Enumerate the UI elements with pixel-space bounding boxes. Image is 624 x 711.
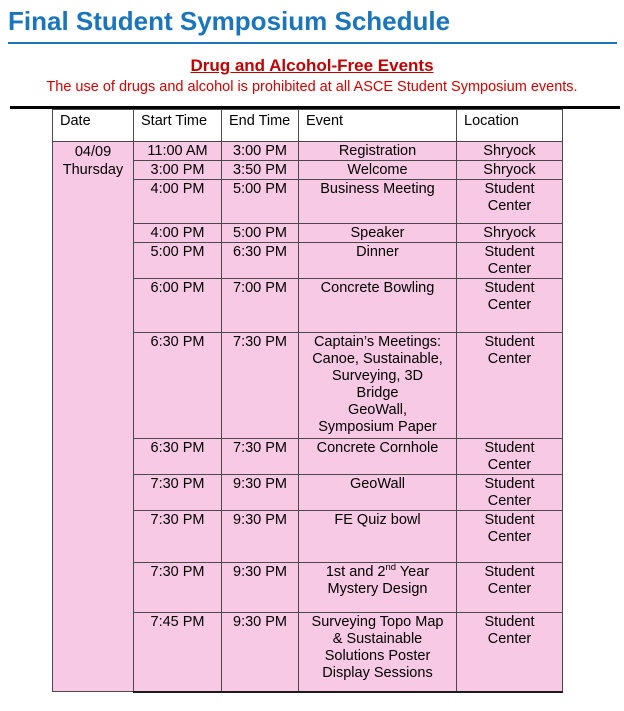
event-line: GeoWall — [349, 476, 406, 492]
location-cell — [457, 563, 563, 613]
location-line: Student — [484, 334, 535, 350]
end-time-cell: 9:30 PM — [222, 563, 299, 613]
location-cell — [457, 243, 563, 279]
start-time-cell: 7:30 PM — [134, 563, 222, 613]
event-line: Captain’s Meetings: — [313, 334, 442, 350]
location-cell — [457, 333, 563, 439]
event-line: Solutions Poster — [324, 648, 431, 664]
location-line: Student — [484, 440, 535, 456]
event-cell — [299, 475, 457, 511]
location-line: Center — [487, 581, 532, 597]
event-line: & Sustainable — [332, 631, 423, 647]
header-cell-end-time: End Time — [222, 110, 299, 142]
event-line: Concrete Bowling — [320, 280, 435, 296]
events-heading: Drug and Alcohol-Free Events — [190, 56, 434, 75]
location-cell — [457, 224, 563, 243]
schedule-table-header — [53, 110, 563, 142]
location-cell — [457, 180, 563, 224]
event-line: Symposium Paper — [318, 419, 437, 435]
location-cell — [457, 439, 563, 475]
event-cell — [299, 333, 457, 439]
location-line: Center — [487, 529, 532, 545]
location-line: Center — [487, 457, 532, 473]
end-time-cell: 7:30 PM — [222, 439, 299, 475]
location-line: Student — [484, 181, 535, 197]
event-cell — [299, 613, 457, 692]
event-line: Mystery Design — [327, 581, 428, 597]
location-line: Shryock — [483, 225, 536, 241]
location-cell — [457, 142, 563, 161]
event-line: FE Quiz bowl — [334, 512, 421, 528]
end-time-cell: 3:00 PM — [222, 142, 299, 161]
location-cell — [457, 161, 563, 180]
location-line: Student — [484, 476, 535, 492]
schedule-row — [53, 142, 563, 161]
start-time-cell: 5:00 PM — [134, 243, 222, 279]
event-line: 1st and 2nd Year — [325, 562, 430, 580]
event-cell — [299, 142, 457, 161]
location-line: Student — [484, 564, 535, 580]
title-underline-rule — [8, 42, 617, 44]
end-time-cell: 9:30 PM — [222, 613, 299, 692]
event-line: GeoWall, — [347, 402, 408, 418]
end-time-cell: 5:00 PM — [222, 180, 299, 224]
event-cell — [299, 161, 457, 180]
header-cell-event: Event — [299, 110, 457, 142]
location-cell — [457, 279, 563, 333]
event-line: Display Sessions — [322, 665, 433, 681]
event-cell — [299, 180, 457, 224]
header-row — [53, 110, 563, 142]
location-line: Center — [487, 261, 532, 277]
start-time-cell: 7:30 PM — [134, 511, 222, 563]
end-time-cell: 6:30 PM — [222, 243, 299, 279]
document-page — [0, 6, 624, 711]
event-cell — [299, 243, 457, 279]
event-cell — [299, 563, 457, 613]
header-cell-location: Location — [457, 110, 563, 142]
start-time-cell: 6:00 PM — [134, 279, 222, 333]
location-line: Student — [484, 512, 535, 528]
end-time-cell: 7:00 PM — [222, 279, 299, 333]
location-cell — [457, 511, 563, 563]
date-cell — [53, 142, 134, 692]
location-line: Student — [484, 614, 535, 630]
end-time-cell: 9:30 PM — [222, 475, 299, 511]
event-line: Registration — [338, 143, 417, 159]
location-line: Shryock — [483, 162, 536, 178]
event-line: Welcome — [347, 162, 408, 178]
schedule-table — [52, 109, 563, 693]
event-line: Concrete Cornhole — [316, 440, 439, 456]
location-cell — [457, 613, 563, 692]
start-time-cell: 4:00 PM — [134, 224, 222, 243]
start-time-cell: 7:30 PM — [134, 475, 222, 511]
event-cell — [299, 224, 457, 243]
end-time-cell: 5:00 PM — [222, 224, 299, 243]
event-cell — [299, 439, 457, 475]
event-line: Bridge — [356, 385, 399, 401]
event-cell — [299, 279, 457, 333]
start-time-cell: 6:30 PM — [134, 439, 222, 475]
event-line: Speaker — [350, 225, 405, 241]
date-line: 04/09 — [74, 144, 112, 160]
schedule-table-body — [53, 142, 563, 692]
header-cell-start-time: Start Time — [134, 110, 222, 142]
end-time-cell: 3:50 PM — [222, 161, 299, 180]
event-cell — [299, 511, 457, 563]
start-time-cell: 4:00 PM — [134, 180, 222, 224]
event-line: Dinner — [356, 244, 399, 260]
event-line: Surveying Topo Map — [311, 614, 444, 630]
location-line: Student — [484, 280, 535, 296]
start-time-cell: 3:00 PM — [134, 161, 222, 180]
start-time-cell: 11:00 AM — [134, 142, 222, 161]
event-line: Canoe, Sustainable, — [312, 351, 443, 367]
superscript: nd — [385, 562, 397, 574]
start-time-cell: 6:30 PM — [134, 333, 222, 439]
location-cell — [457, 475, 563, 511]
location-line: Student — [484, 244, 535, 260]
event-line: Surveying, 3D — [331, 368, 424, 384]
start-time-cell: 7:45 PM — [134, 613, 222, 692]
events-notice: The use of drugs and alcohol is prohibited at all ASCE Student Symposium events. — [46, 79, 578, 95]
location-line: Center — [487, 297, 532, 313]
end-time-cell: 7:30 PM — [222, 333, 299, 439]
location-line: Center — [487, 351, 532, 367]
end-time-cell: 9:30 PM — [222, 511, 299, 563]
location-line: Center — [487, 631, 532, 647]
location-line: Center — [487, 198, 532, 214]
header-cell-date: Date — [53, 110, 134, 142]
location-line: Shryock — [483, 143, 536, 159]
date-line: Thursday — [62, 162, 124, 178]
event-line: Business Meeting — [320, 181, 435, 197]
location-line: Center — [487, 493, 532, 509]
page-title: Final Student Symposium Schedule — [8, 6, 451, 36]
